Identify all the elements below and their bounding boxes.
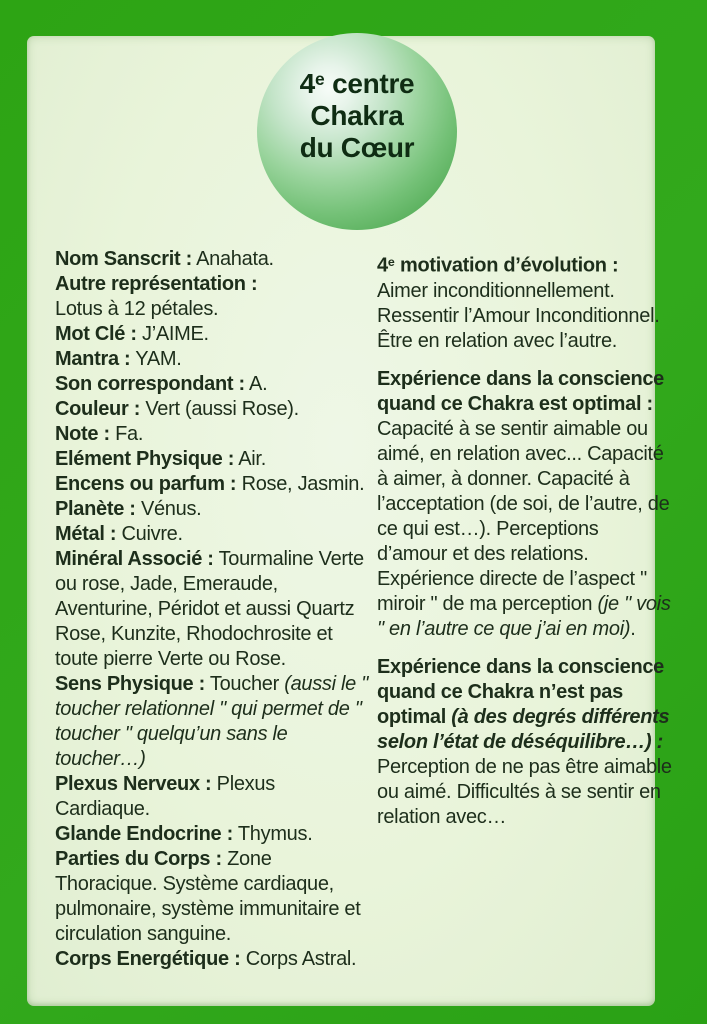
field-element-physique bbox=[55, 447, 371, 472]
field-value: Cuivre. bbox=[121, 523, 183, 545]
field-mantra bbox=[55, 347, 371, 372]
field-label: Minéral Associé : bbox=[55, 548, 214, 570]
field-autre-representation bbox=[55, 272, 371, 322]
field-value: Air. bbox=[238, 448, 266, 470]
left-column bbox=[55, 247, 371, 972]
field-value: A. bbox=[249, 373, 268, 395]
field-label: Couleur : bbox=[55, 398, 141, 420]
field-mineral-associe bbox=[55, 547, 371, 672]
field-label: Autre représentation : bbox=[55, 273, 258, 295]
field-value: Anahata. bbox=[196, 248, 274, 270]
block-motivation-evolution bbox=[377, 250, 673, 354]
field-label: Son correspondant : bbox=[55, 373, 245, 395]
block-body: Aimer inconditionnellement. Ressentir l’Amour Inconditionnel. Être en relation avec l’autre. bbox=[377, 279, 660, 352]
sphere-title-number: 4 bbox=[299, 67, 315, 99]
field-value: Rose, Jasmin. bbox=[241, 473, 365, 495]
field-son-correspondant bbox=[55, 372, 371, 397]
field-value: Vénus. bbox=[140, 498, 202, 520]
heading-number: 4 bbox=[377, 254, 388, 277]
field-value-italic: (aussi le " toucher relationnel " qui permet de " toucher " quelqu’un sans le toucher…) bbox=[55, 673, 369, 770]
right-column bbox=[377, 250, 673, 830]
sphere-title-sup: e bbox=[314, 69, 325, 89]
field-value: Vert (aussi Rose). bbox=[145, 398, 299, 420]
field-label: Plexus Nerveux : bbox=[55, 773, 212, 795]
block-heading bbox=[377, 655, 673, 755]
field-sens-physique bbox=[55, 672, 371, 772]
heading-text: Expérience dans la conscience quand ce Chakra n’est pas optimal bbox=[377, 655, 665, 728]
sphere-title-rest: centre bbox=[324, 67, 415, 99]
field-label: Elément Physique : bbox=[55, 448, 235, 470]
field-value: J’AIME. bbox=[142, 323, 209, 345]
block-heading bbox=[377, 250, 673, 279]
field-encens-parfum bbox=[55, 472, 371, 497]
field-glande-endocrine bbox=[55, 822, 371, 847]
field-plexus-nerveux bbox=[55, 772, 371, 822]
field-parties-du-corps bbox=[55, 847, 371, 947]
sphere-title-line1 bbox=[257, 63, 457, 100]
heading-rest: motivation d’évolution : bbox=[394, 254, 619, 277]
block-body-tail: . bbox=[630, 617, 636, 640]
field-nom-sanscrit bbox=[55, 247, 371, 272]
field-couleur bbox=[55, 397, 371, 422]
block-body-text: Capacité à se sentir aimable ou aimé, en relation avec... Capacité à aimer, à donner. Capacité à l’acceptation (de soi, de l’autre, de ce qui est…). Perceptions d’amour et des relations. Expérience directe de l’aspect " miroir " de ma perception bbox=[377, 417, 670, 615]
field-label: Corps Energétique : bbox=[55, 948, 241, 970]
field-planete bbox=[55, 497, 371, 522]
field-mot-cle bbox=[55, 322, 371, 347]
field-metal bbox=[55, 522, 371, 547]
field-label: Mantra : bbox=[55, 348, 131, 370]
field-value: Tourmaline Verte ou rose, Jade, Emeraude, Aventurine, Péridot et aussi Quartz Rose, Kunzite, Rhodochrosite et toute pierre Verte ou Rose. bbox=[55, 548, 364, 670]
field-label: Nom Sanscrit : bbox=[55, 248, 192, 270]
field-label: Note : bbox=[55, 423, 110, 445]
block-body bbox=[377, 417, 673, 642]
field-value: Corps Astral. bbox=[245, 948, 357, 970]
field-label: Planète : bbox=[55, 498, 136, 520]
field-value: YAM. bbox=[135, 348, 182, 370]
field-label: Mot Clé : bbox=[55, 323, 137, 345]
heading-italic: (à des degrés différents selon l’état de déséquilibre…) : bbox=[377, 705, 670, 753]
field-label: Glande Endocrine : bbox=[55, 823, 233, 845]
sphere-title-line3: du Cœur bbox=[299, 131, 415, 163]
block-body: Perception de ne pas être aimable ou aimé. Difficultés à se sentir en relation avec… bbox=[377, 755, 672, 828]
field-value: Plexus Cardiaque. bbox=[55, 773, 275, 820]
field-label: Parties du Corps : bbox=[55, 848, 222, 870]
block-body-italic: (je " vois " en l’autre ce que j’ai en moi) bbox=[377, 592, 671, 640]
block-heading: Expérience dans la conscience quand ce Chakra est optimal : bbox=[377, 367, 665, 415]
block-chakra-optimal bbox=[377, 367, 673, 642]
field-value: Fa. bbox=[115, 423, 144, 445]
field-corps-energetique bbox=[55, 947, 371, 972]
field-value: Zone Thoracique. Système cardiaque, pulmonaire, système immunitaire et circulation sanguine. bbox=[55, 848, 361, 945]
chakra-sphere bbox=[257, 33, 457, 230]
field-label: Métal : bbox=[55, 523, 117, 545]
field-value: Toucher bbox=[209, 673, 285, 695]
field-label: Sens Physique : bbox=[55, 673, 205, 695]
field-value: Thymus. bbox=[237, 823, 313, 845]
heading-sup: e bbox=[387, 255, 395, 269]
field-note bbox=[55, 422, 371, 447]
sphere-title bbox=[257, 33, 457, 164]
block-chakra-non-optimal bbox=[377, 655, 673, 830]
field-label: Encens ou parfum : bbox=[55, 473, 237, 495]
sphere-title-line2: Chakra bbox=[310, 99, 404, 131]
field-value: Lotus à 12 pétales. bbox=[55, 298, 219, 320]
